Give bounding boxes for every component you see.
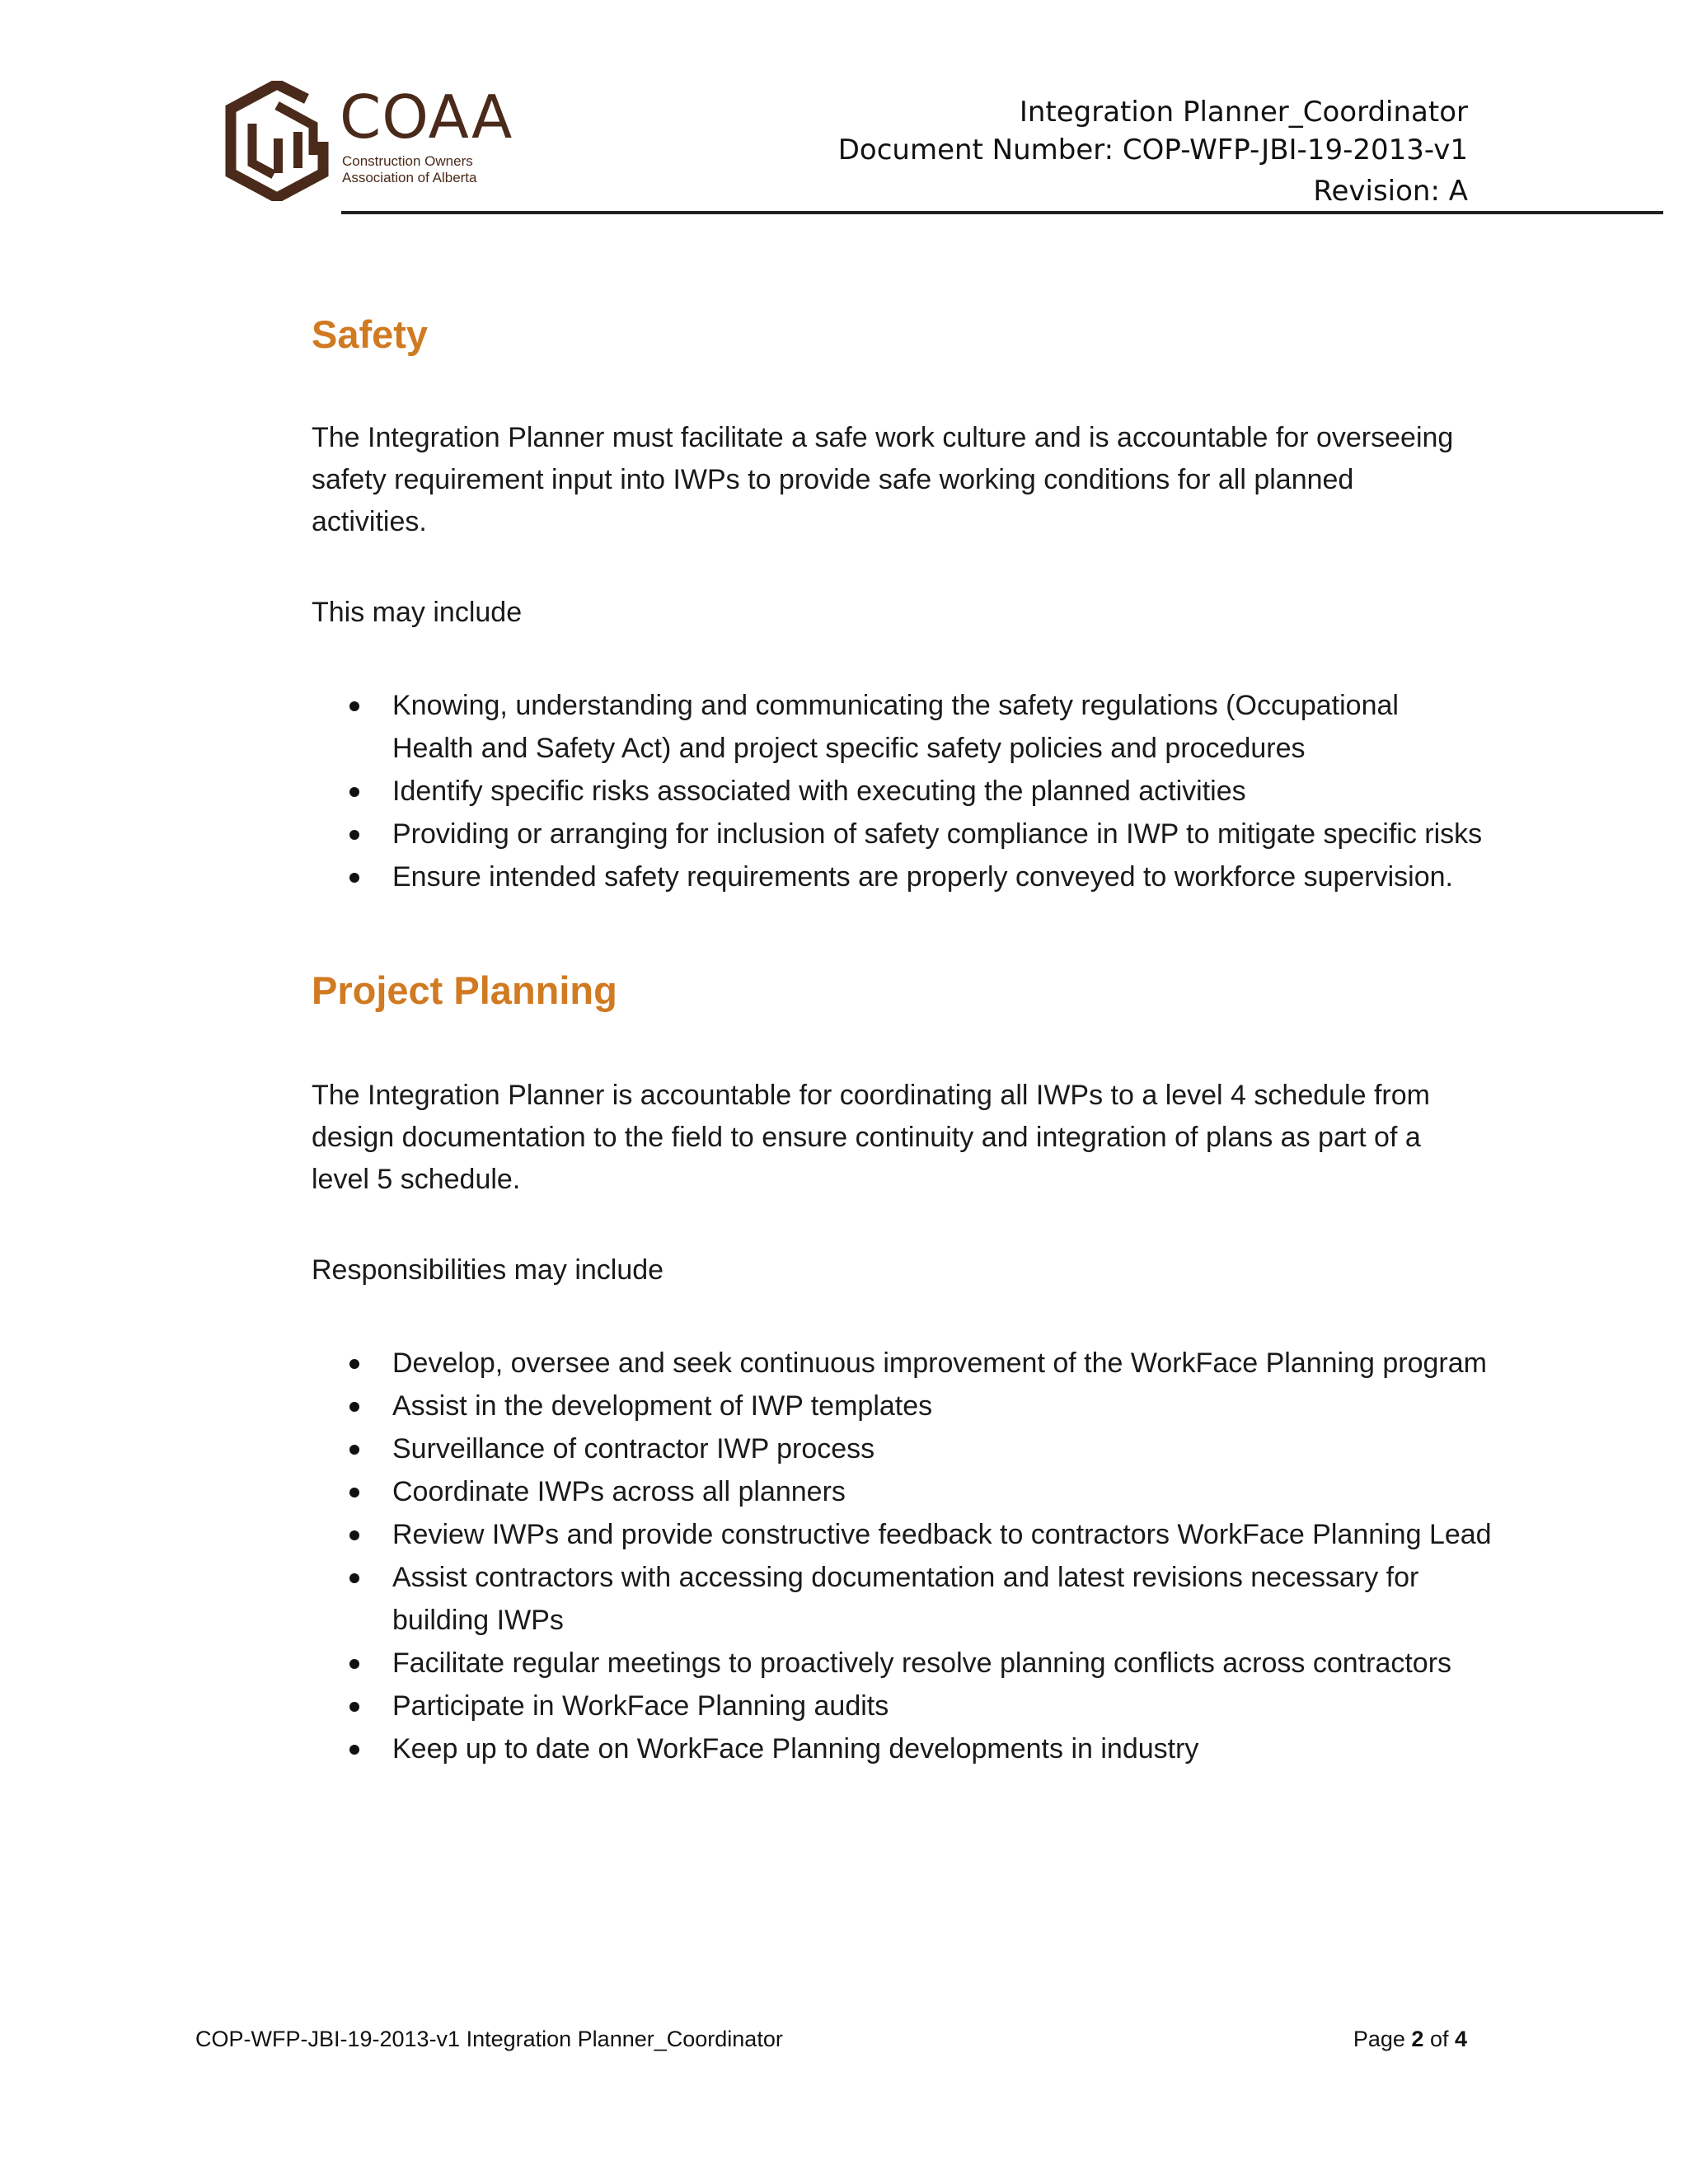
- list-item: [312, 1727, 1523, 1770]
- list-item-text: Knowing, understanding and communicating the safety regulations (Occupational: [392, 690, 1399, 721]
- list-item: [312, 770, 1523, 813]
- logo-tagline-line2: Association of Alberta: [342, 170, 477, 185]
- section-heading-project-planning: Project Planning: [312, 968, 617, 1012]
- list-item: [312, 1556, 1523, 1642]
- page-number: [1353, 2024, 1467, 2054]
- coaa-hexagon-icon: [224, 81, 331, 201]
- bullet-icon: [349, 1702, 359, 1712]
- bullet-icon: [349, 1530, 359, 1540]
- list-item-text: Participate in WorkFace Planning audits: [392, 1690, 889, 1722]
- paragraph-line: The Integration Planner must facilitate a safe work culture and is accountable for overseeing: [312, 422, 1454, 453]
- list-item-text: Health and Safety Act) and project specific safety policies and procedures: [392, 733, 1306, 764]
- safety-intro: This may include: [312, 597, 523, 628]
- logo-tagline: [342, 153, 476, 186]
- list-item: [312, 1470, 1523, 1513]
- page-of: of: [1423, 2027, 1455, 2051]
- paragraph-line: activities.: [312, 506, 427, 537]
- page-prefix: Page: [1353, 2027, 1412, 2051]
- bullet-icon: [349, 787, 359, 797]
- paragraph-line: design documentation to the field to ensure continuity and integration of plans as part of a: [312, 1122, 1421, 1153]
- list-item: [312, 813, 1523, 855]
- list-item: [312, 1685, 1523, 1727]
- list-item-text: Facilitate regular meetings to proactively resolve planning conflicts across contractors: [392, 1647, 1452, 1679]
- bullet-icon: [349, 701, 359, 711]
- list-item-text: Providing or arranging for inclusion of safety compliance in IWP to mitigate specific risks: [392, 818, 1483, 850]
- project-planning-intro: Responsibilities may include: [312, 1254, 664, 1286]
- page-total: 4: [1454, 2027, 1467, 2051]
- list-item-text: Surveillance of contractor IWP process: [392, 1433, 875, 1465]
- project-planning-bullet-list: [312, 1342, 1523, 1770]
- header-divider: [341, 211, 1663, 214]
- list-item-text: Assist contractors with accessing documentation and latest revisions necessary for: [392, 1562, 1419, 1593]
- list-item-text: Coordinate IWPs across all planners: [392, 1476, 846, 1507]
- list-item-text: Review IWPs and provide constructive feedback to contractors WorkFace Planning Lead: [392, 1519, 1492, 1550]
- list-item: [312, 855, 1523, 898]
- document-header-meta: [838, 94, 1468, 209]
- paragraph-line: level 5 schedule.: [312, 1164, 521, 1195]
- bullet-icon: [349, 1402, 359, 1412]
- bullet-icon: [349, 830, 359, 840]
- document-number: Document Number: COP-WFP-JBI-19-2013-v1: [837, 134, 1468, 166]
- safety-bullet-list: [312, 684, 1523, 898]
- safety-paragraph: [312, 417, 1482, 543]
- footer-document-id: COP-WFP-JBI-19-2013-v1 Integration Planner_Coordinator: [195, 2027, 783, 2051]
- paragraph-line: The Integration Planner is accountable for coordinating all IWPs to a level 4 schedule from: [312, 1080, 1430, 1111]
- list-item-text: Assist in the development of IWP templates: [392, 1390, 933, 1422]
- bullet-icon: [349, 1359, 359, 1369]
- list-item-text: building IWPs: [392, 1605, 564, 1636]
- bullet-icon: [349, 1745, 359, 1755]
- project-planning-paragraph: [312, 1075, 1482, 1201]
- list-item-text: Identify specific risks associated with executing the planned activities: [392, 776, 1246, 807]
- section-heading-safety: Safety: [312, 312, 429, 356]
- list-item: [312, 1342, 1523, 1385]
- bullet-icon: [349, 873, 359, 883]
- bullet-icon: [349, 1659, 359, 1669]
- list-item-text: Keep up to date on WorkFace Planning developments in industry: [392, 1733, 1199, 1765]
- coaa-logo: [224, 81, 513, 201]
- list-item: [312, 1513, 1523, 1556]
- list-item: [312, 684, 1523, 770]
- document-title: Integration Planner_Coordinator: [1019, 96, 1468, 129]
- bullet-icon: [349, 1445, 359, 1455]
- bullet-icon: [349, 1573, 359, 1583]
- document-revision: Revision: A: [1313, 175, 1468, 208]
- paragraph-line: safety requirement input into IWPs to provide safe working conditions for all planned: [312, 464, 1354, 495]
- list-item: [312, 1427, 1523, 1470]
- logo-wordmark: COAA: [340, 82, 513, 152]
- page-current: 2: [1411, 2027, 1424, 2051]
- list-item: [312, 1385, 1523, 1427]
- list-item: [312, 1642, 1523, 1685]
- list-item-text: Develop, oversee and seek continuous improvement of the WorkFace Planning program: [392, 1347, 1487, 1379]
- list-item-text: Ensure intended safety requirements are properly conveyed to workforce supervision.: [392, 861, 1454, 893]
- bullet-icon: [349, 1488, 359, 1497]
- logo-tagline-line1: Construction Owners: [342, 153, 473, 169]
